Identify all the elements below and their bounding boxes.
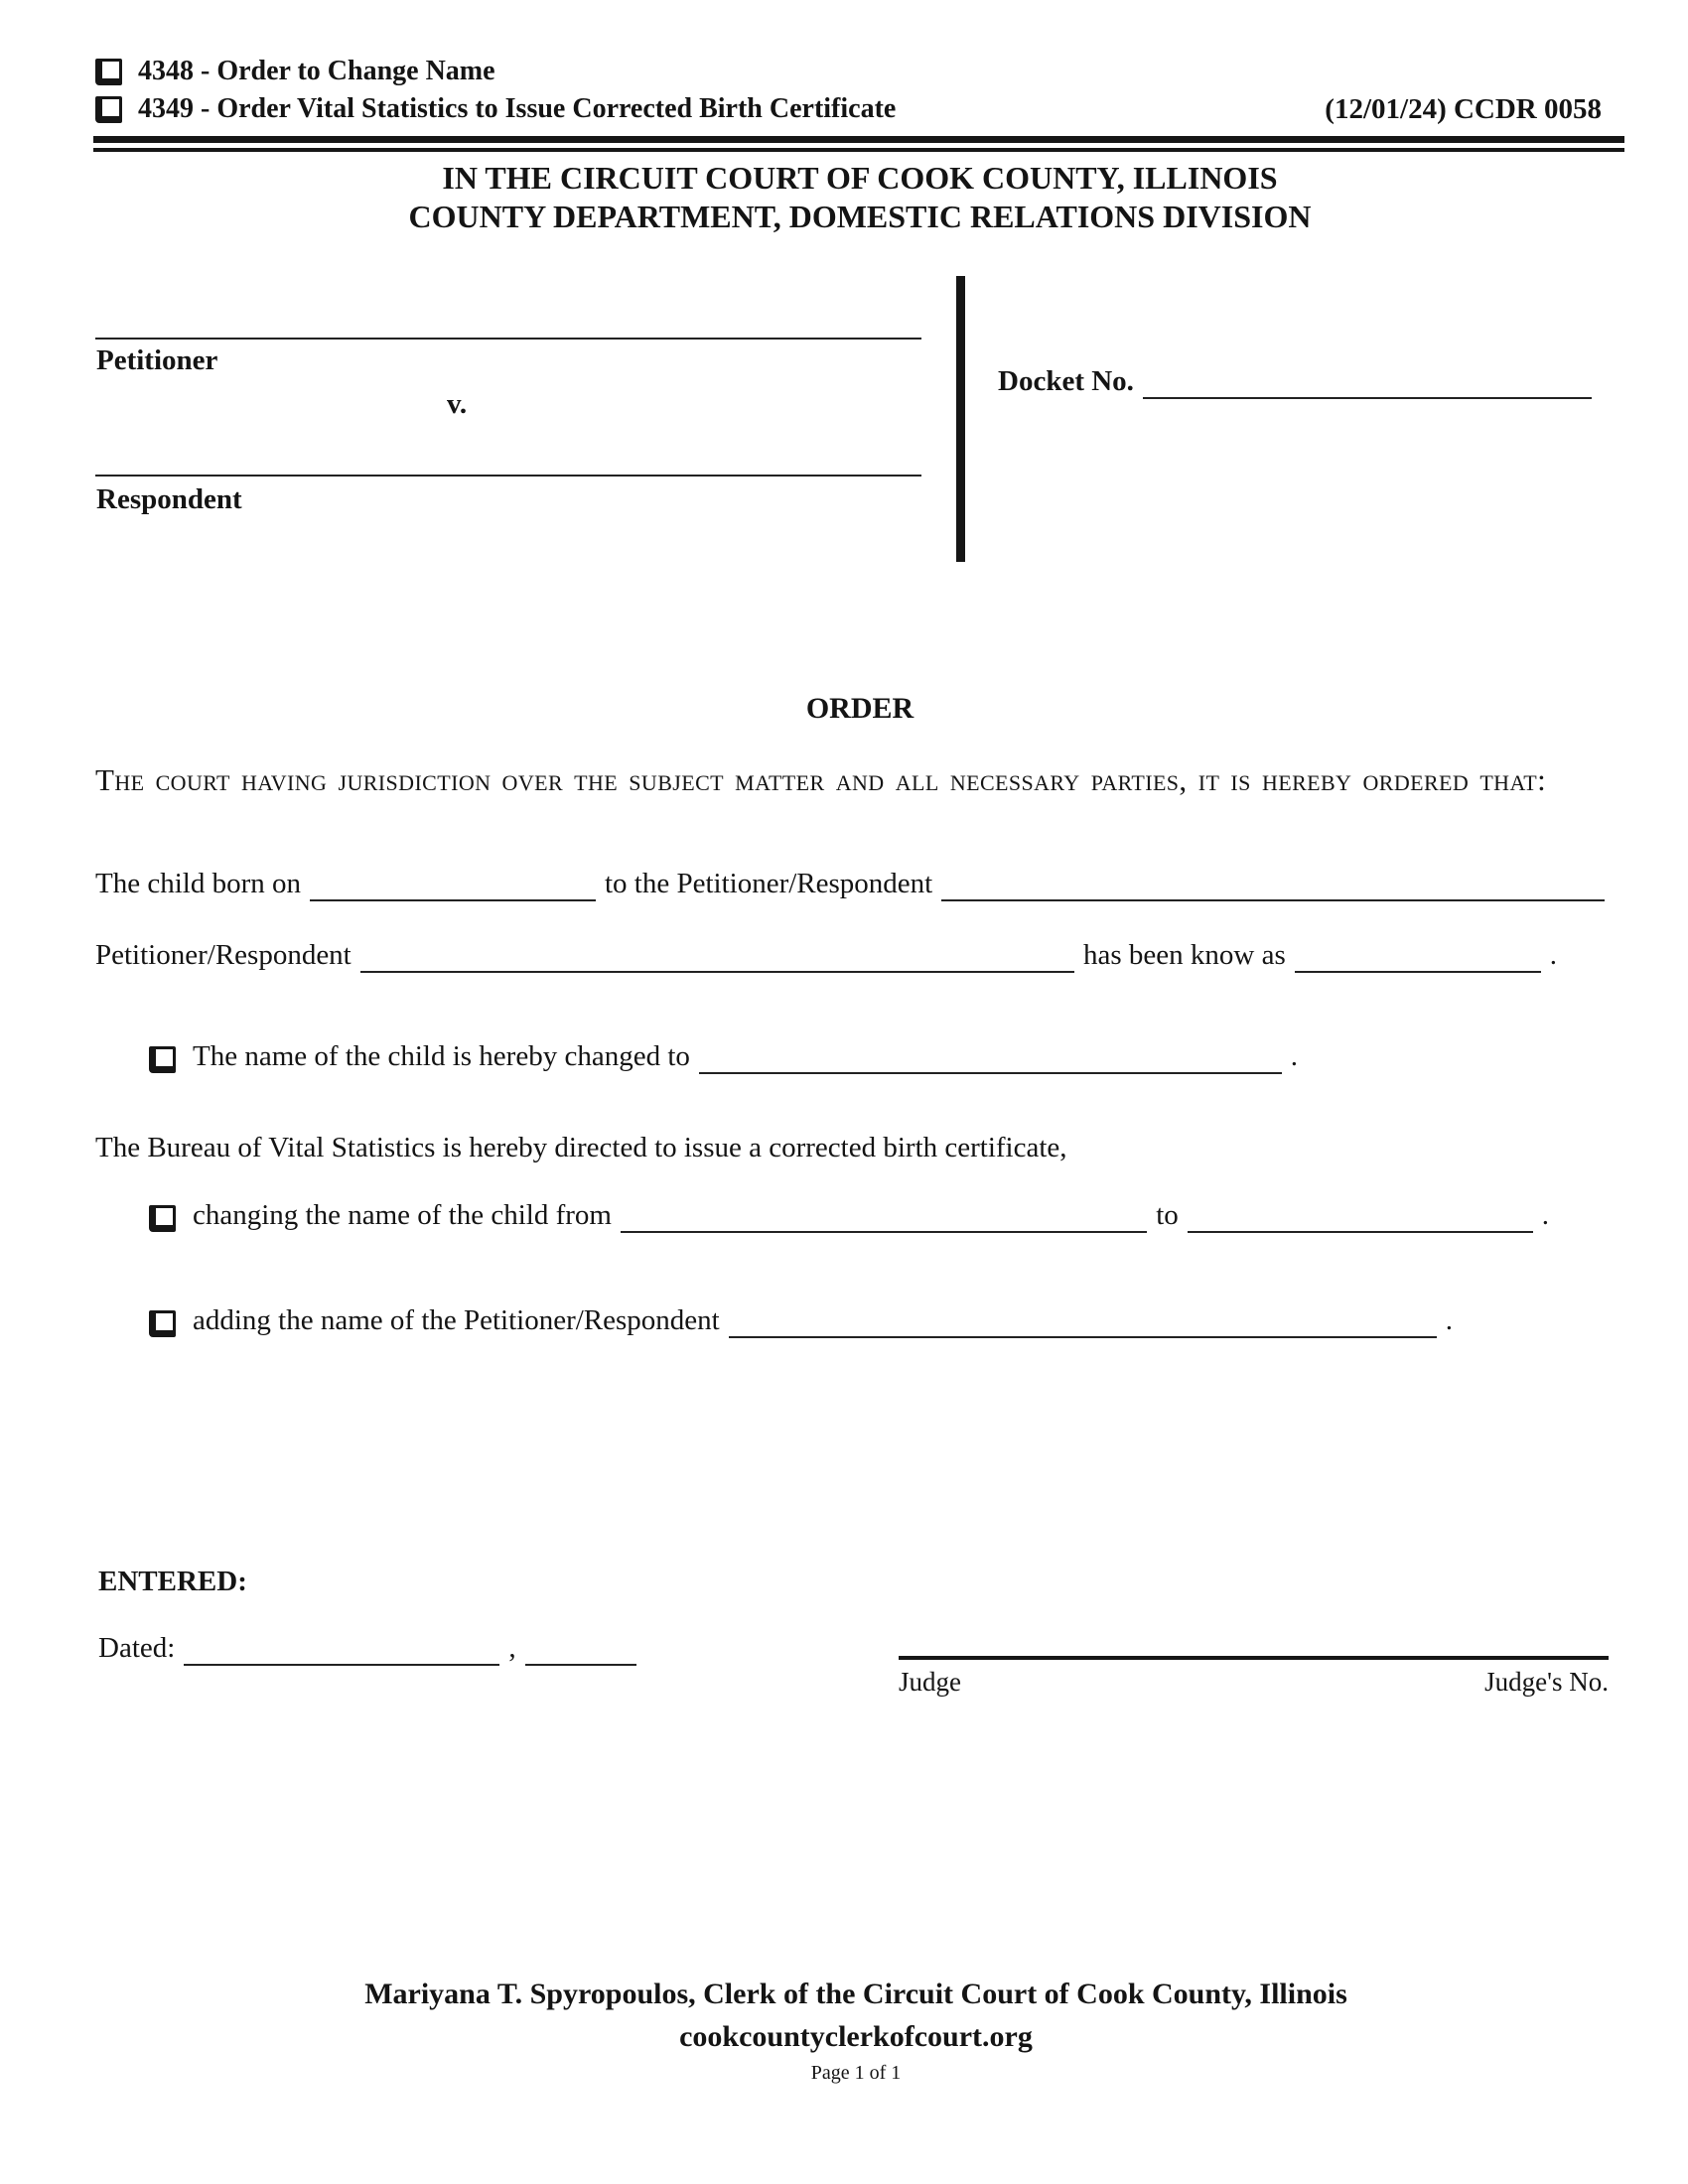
parent1-name-field[interactable] — [941, 893, 1605, 901]
judges-no-label: Judge's No. — [1484, 1667, 1609, 1697]
known-as-row — [95, 937, 1557, 973]
sentence-period: . — [1549, 939, 1557, 971]
changed-to-field[interactable] — [1188, 1225, 1533, 1233]
checkbox-child-name-change[interactable] — [149, 1046, 176, 1073]
checkbox-4348[interactable] — [95, 59, 122, 85]
docket-no-label: Docket No. — [998, 365, 1134, 397]
court-title-line2: COUNTY DEPARTMENT, DOMESTIC RELATIONS DIVISION — [408, 199, 1312, 234]
header-rule-bottom — [93, 148, 1624, 152]
parent-line-prefix: Petitioner/Respondent — [95, 939, 352, 971]
dated-row — [98, 1630, 669, 1666]
versus-label: v. — [447, 388, 468, 420]
respondent-name-field[interactable] — [95, 450, 921, 477]
footer-website: cookcountyclerkofcourt.org — [679, 2020, 1033, 2053]
order-title: ORDER — [805, 692, 914, 725]
petitioner-label: Petitioner — [96, 344, 218, 376]
form-option-4348-label: 4348 - Order to Change Name — [138, 56, 495, 86]
changing-name-item-row — [149, 1197, 1549, 1233]
has-been-known-as-label: has been know as — [1082, 939, 1286, 971]
child-dob-field[interactable] — [310, 893, 596, 901]
changed-from-field[interactable] — [621, 1225, 1147, 1233]
caption-divider-bar — [956, 276, 965, 562]
child-born-prefix: The child born on — [95, 868, 301, 899]
changing-name-label: changing the name of the child from — [193, 1199, 612, 1231]
footer-clerk-line: Mariyana T. Spyropoulos, Clerk of the Circuit Court of Cook County, Illinois — [364, 1978, 1347, 2010]
footer-page-indicator: Page 1 of 1 — [810, 2062, 902, 2084]
checkbox-4349[interactable] — [95, 96, 122, 123]
adding-name-label: adding the name of the Petitioner/Respondent — [193, 1304, 720, 1336]
adding-name-item-row — [149, 1302, 1453, 1338]
child-born-middle: to the Petitioner/Respondent — [604, 868, 933, 899]
bureau-directive: The Bureau of Vital Statistics is hereby directed to issue a corrected birth certificate, — [95, 1132, 1067, 1163]
entered-label: ENTERED: — [98, 1566, 247, 1597]
dated-label: Dated: — [98, 1632, 176, 1664]
docket-row — [998, 363, 1601, 399]
added-name-field[interactable] — [729, 1330, 1437, 1338]
checkbox-changing-name[interactable] — [149, 1205, 176, 1232]
petitioner-name-field[interactable] — [95, 313, 921, 340]
known-as-field[interactable] — [1295, 965, 1541, 973]
name-change-label: The name of the child is hereby changed to — [193, 1040, 690, 1072]
page-footer — [95, 1978, 1617, 2085]
parent2-name-field[interactable] — [360, 965, 1074, 973]
docket-number-field[interactable] — [1143, 391, 1592, 399]
judge-signature-block — [899, 1656, 1609, 1698]
checkbox-adding-name[interactable] — [149, 1310, 176, 1337]
court-title — [95, 159, 1624, 236]
dated-comma: , — [508, 1632, 516, 1664]
child-born-row — [95, 866, 1614, 901]
header-rule-top — [93, 136, 1624, 143]
new-child-name-field[interactable] — [699, 1066, 1282, 1074]
form-option-row-4349 — [95, 93, 896, 125]
sentence-period: . — [1290, 1040, 1298, 1072]
changing-to-label: to — [1156, 1199, 1179, 1231]
sentence-period: . — [1445, 1304, 1453, 1336]
judge-label: Judge — [899, 1667, 961, 1697]
sentence-period: . — [1541, 1199, 1549, 1231]
form-option-row-4348 — [95, 56, 495, 87]
form-revision-number: (12/01/24) CCDR 0058 — [1325, 93, 1602, 125]
dated-year-field[interactable] — [525, 1658, 636, 1666]
jurisdiction-clause: The court having jurisdiction over the subject matter and all necessary parties, it is hereby ordered that: — [95, 762, 1547, 797]
form-option-4349-label: 4349 - Order Vital Statistics to Issue Corrected Birth Certificate — [138, 93, 897, 124]
judge-signature-labels — [899, 1660, 1609, 1698]
name-change-item-row — [149, 1038, 1298, 1074]
court-title-line1: IN THE CIRCUIT COURT OF COOK COUNTY, ILLINOIS — [442, 160, 1278, 196]
respondent-label: Respondent — [96, 483, 242, 515]
dated-date-field[interactable] — [184, 1658, 499, 1666]
